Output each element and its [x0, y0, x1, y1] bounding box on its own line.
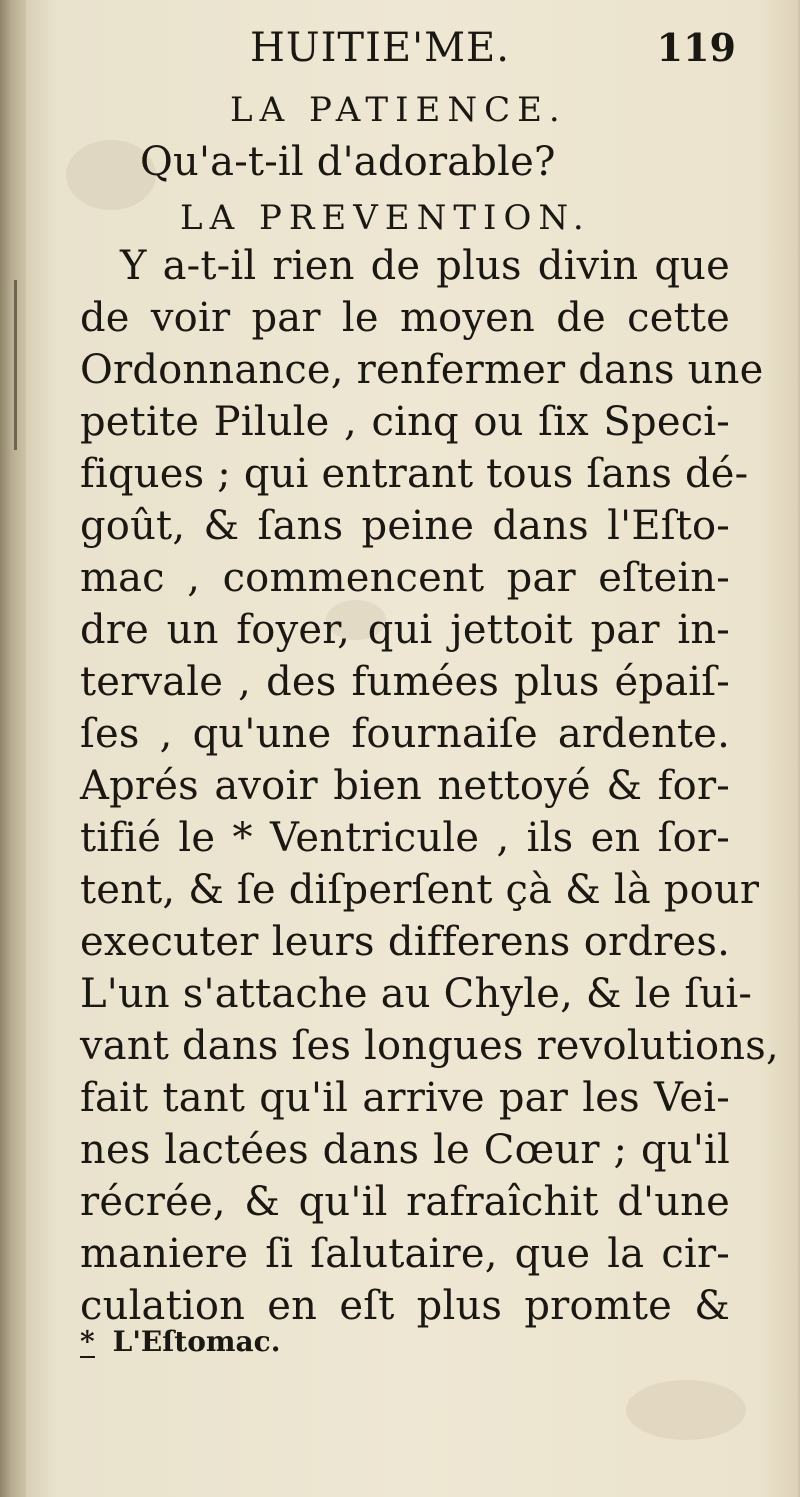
text-line: Ordonnance, renfermer dans une — [80, 347, 764, 393]
text-line: maniere ſi ſalutaire, que la cir- — [80, 1231, 730, 1277]
text-line: de voir par le moyen de cette — [80, 295, 730, 341]
text-line: dre un foyer, qui jettoit par in- — [80, 607, 730, 653]
question-line: Qu'a-t-il d'adorable? — [140, 139, 556, 185]
text-line: nes lactées dans le Cœur ; qu'il — [80, 1127, 730, 1173]
text-line: mac , commencent par eſtein- — [80, 555, 730, 601]
footnote-text: L'Eſtomac. — [112, 1325, 281, 1358]
text-line: fiques ; qui entrant tous ſans dé- — [80, 451, 749, 497]
text-line: Y a-t-il rien de plus divin que — [120, 243, 730, 289]
text-line: tifié le * Ventricule , ils en ſor- — [80, 815, 730, 861]
text-line: L'un s'attache au Chyle, & le ſui- — [80, 971, 753, 1017]
text-line: vant dans ſes longues revolutions, — [80, 1023, 779, 1069]
footnote-marker: * — [80, 1325, 95, 1358]
paper-stain — [626, 1380, 746, 1440]
page-number: 119 — [656, 25, 736, 70]
running-head: HUITIE'ME. — [250, 25, 510, 71]
footnote — [80, 1322, 280, 1362]
speaker-name: LA PATIENCE. — [230, 90, 567, 130]
text-line: fait tant qu'il arrive par les Vei- — [80, 1075, 730, 1121]
speaker-name: LA PREVENTION. — [180, 198, 591, 238]
text-line: ſes , qu'une fournaiſe ardente. — [80, 711, 730, 757]
text-line: executer leurs differens ordres. — [80, 919, 730, 965]
text-line: tent, & ſe diſperſent çà & là pour — [80, 867, 760, 913]
text-line: petite Pilule , cinq ou ſix Speci- — [80, 399, 730, 445]
text-line: récrée, & qu'il rafraîchit d'une — [80, 1179, 730, 1225]
text-line: Aprés avoir bien nettoyé & for- — [80, 763, 730, 809]
book-gutter — [0, 0, 26, 1497]
gutter-shadow — [14, 280, 17, 450]
text-line: culation en eſt plus promte & — [80, 1283, 730, 1329]
text-line: tervale , des fumées plus épaiſ- — [80, 659, 730, 705]
text-line: goût, & ſans peine dans l'Eſto- — [80, 503, 730, 549]
